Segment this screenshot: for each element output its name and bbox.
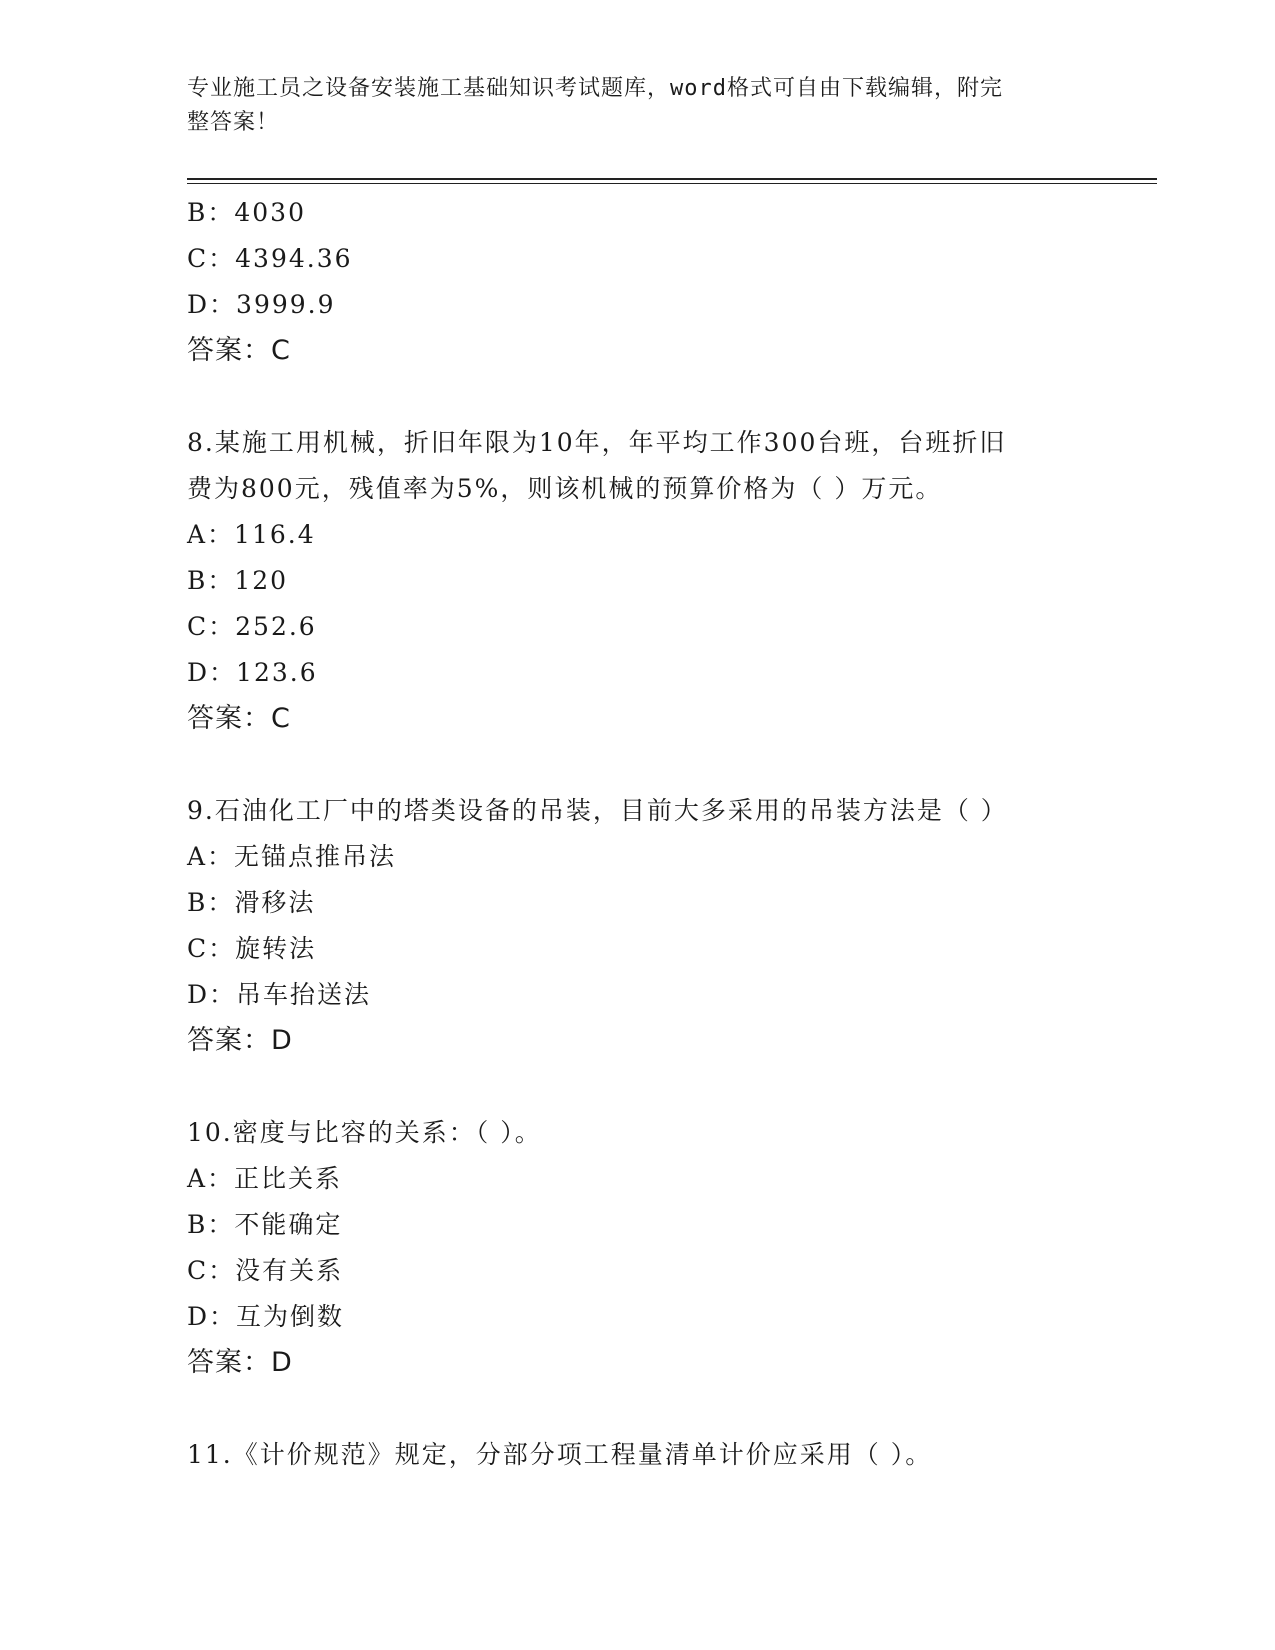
option-b: B：不能确定 xyxy=(187,1210,343,1239)
document-header xyxy=(187,72,1067,140)
answer: 答案：D xyxy=(187,1025,293,1056)
answer: 答案：C xyxy=(187,335,291,366)
header-line-2: 整答案！ xyxy=(187,110,280,135)
option-a: A：正比关系 xyxy=(187,1164,343,1193)
question-block-7 xyxy=(187,190,1087,374)
option-a: A：无锚点推吊法 xyxy=(187,842,397,871)
option-d: D：123.6 xyxy=(187,658,318,687)
header-divider-thin xyxy=(187,183,1157,184)
option-c: C：没有关系 xyxy=(187,1256,344,1285)
answer: 答案：D xyxy=(187,1347,293,1378)
option-b: B：4030 xyxy=(187,198,306,227)
option-b: B：120 xyxy=(187,566,289,595)
question-block-8 xyxy=(187,420,1087,742)
option-c: C：252.6 xyxy=(187,612,317,641)
option-c: C：4394.36 xyxy=(187,244,353,273)
question-text-line-1: 8.某施工用机械，折旧年限为10年，年平均工作300台班，台班折旧 xyxy=(187,428,1007,457)
question-text-line-2: 费为800元，残值率为5%，则该机械的预算价格为（ ）万元。 xyxy=(187,474,943,503)
question-text: 11.《计价规范》规定，分部分项工程量清单计价应采用（ ）。 xyxy=(187,1440,933,1469)
question-text: 9.石油化工厂中的塔类设备的吊装，目前大多采用的吊装方法是（ ） xyxy=(187,796,1008,825)
option-d: D：3999.9 xyxy=(187,290,336,319)
option-c: C：旋转法 xyxy=(187,934,317,963)
question-block-11 xyxy=(187,1432,1087,1478)
question-block-9 xyxy=(187,788,1087,1064)
question-text: 10.密度与比容的关系：（ ）。 xyxy=(187,1118,542,1147)
question-block-10 xyxy=(187,1110,1087,1386)
option-d: D：吊车抬送法 xyxy=(187,980,372,1009)
header-line-1: 专业施工员之设备安装施工基础知识考试题库，word格式可自由下载编辑，附完 xyxy=(187,76,1003,101)
answer: 答案：C xyxy=(187,703,291,734)
option-b: B：滑移法 xyxy=(187,888,316,917)
option-d: D：互为倒数 xyxy=(187,1302,345,1331)
header-divider-thick xyxy=(187,178,1157,180)
question-list xyxy=(187,190,1087,1524)
option-a: A：116.4 xyxy=(187,520,316,549)
